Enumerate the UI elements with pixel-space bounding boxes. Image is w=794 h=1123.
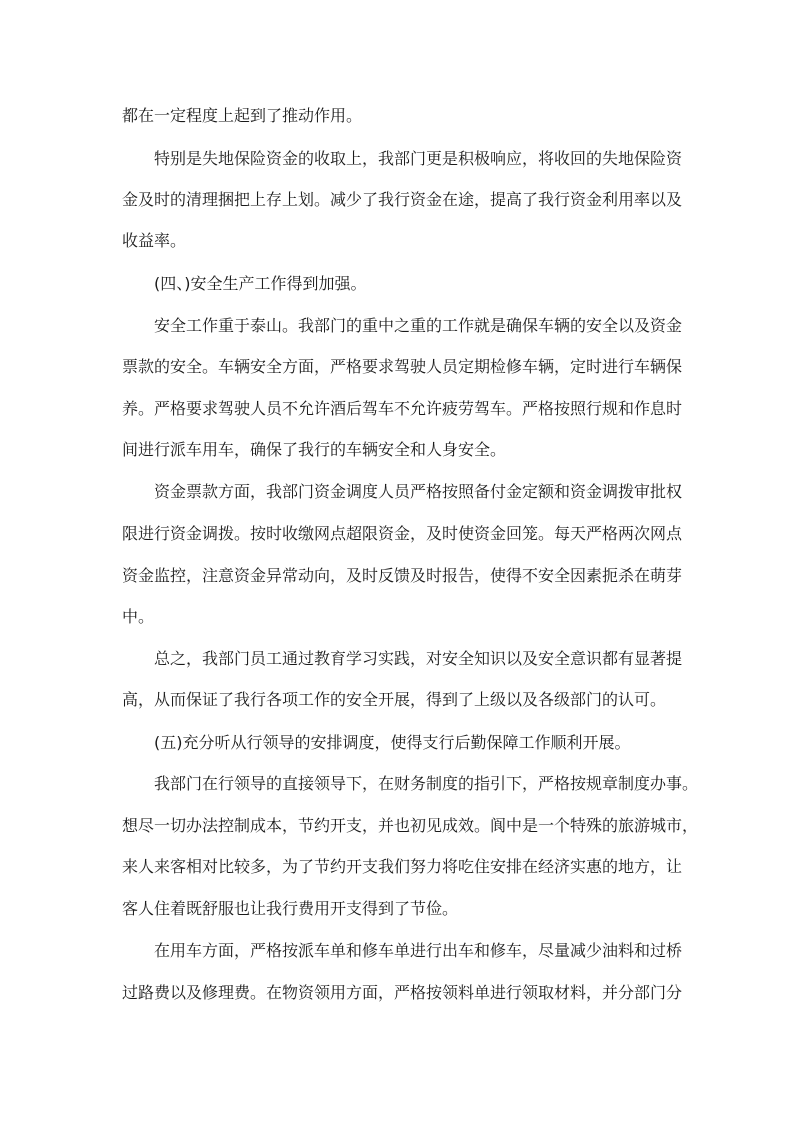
text-line: 高，从而保证了我行各项工作的安全开展，得到了上级以及各级部门的认可。 bbox=[122, 690, 667, 709]
text-line: 金及时的清理捆把上存上划。减少了我行资金在途，提高了我行资金利用率以及 bbox=[122, 190, 683, 209]
text-line: 安全工作重于泰山。我部门的重中之重的工作就是确保车辆的安全以及资金 bbox=[154, 316, 683, 335]
text-line: 资金票款方面，我部门资金调度人员严格按照备付金定额和资金调拨审批权 bbox=[154, 482, 683, 501]
text-line: 过路费以及修理费。在物资领用方面，严格按领料单进行领取材料，并分部门分 bbox=[122, 983, 683, 1002]
text-line: 客人住着既舒服也让我行费用开支得到了节俭。 bbox=[122, 899, 459, 918]
text-line: 间进行派车用车，确保了我行的车辆安全和人身安全。 bbox=[122, 440, 507, 459]
text-line: 我部门在行领导的直接领导下，在财务制度的指引下，严格按规章制度办事。 bbox=[154, 774, 699, 793]
text-line: 想尽一切办法控制成本，节约开支，并也初见成效。阆中是一个特殊的旅游城市， bbox=[122, 816, 699, 835]
text-line: 限进行资金调拨。按时收缴网点超限资金，及时使资金回笼。每天严格两次网点 bbox=[122, 524, 683, 543]
text-line: 来人来客相对比较多，为了节约开支我们努力将吃住安排在经济实惠的地方，让 bbox=[122, 857, 683, 876]
text-line: 特别是失地保险资金的收取上，我部门更是积极响应，将收回的失地保险资 bbox=[154, 149, 683, 168]
section-heading: (四、)安全生产工作得到加强。 bbox=[154, 274, 367, 293]
text-line: 都在一定程度上起到了推动作用。 bbox=[122, 106, 363, 125]
text-line: 票款的安全。车辆安全方面，严格要求驾驶人员定期检修车辆，定时进行车辆保 bbox=[122, 357, 683, 376]
text-line: 资金监控，注意资金异常动向，及时反馈及时报告，使得不安全因素扼杀在萌芽 bbox=[122, 566, 683, 585]
text-line: 收益率。 bbox=[122, 231, 187, 250]
text-line: 在用车方面，严格按派车单和修车单进行出车和修车，尽量减少油料和过桥 bbox=[154, 941, 683, 960]
text-line: 总之，我部门员工通过教育学习实践，对安全知识以及安全意识都有显著提 bbox=[154, 649, 683, 668]
text-line: 中。 bbox=[122, 607, 155, 626]
section-heading: (五)充分听从行领导的安排调度，使得支行后勤保障工作顺利开展。 bbox=[154, 733, 631, 752]
text-line: 养。严格要求驾驶人员不允许酒后驾车不允许疲劳驾车。严格按照行规和作息时 bbox=[122, 399, 683, 418]
